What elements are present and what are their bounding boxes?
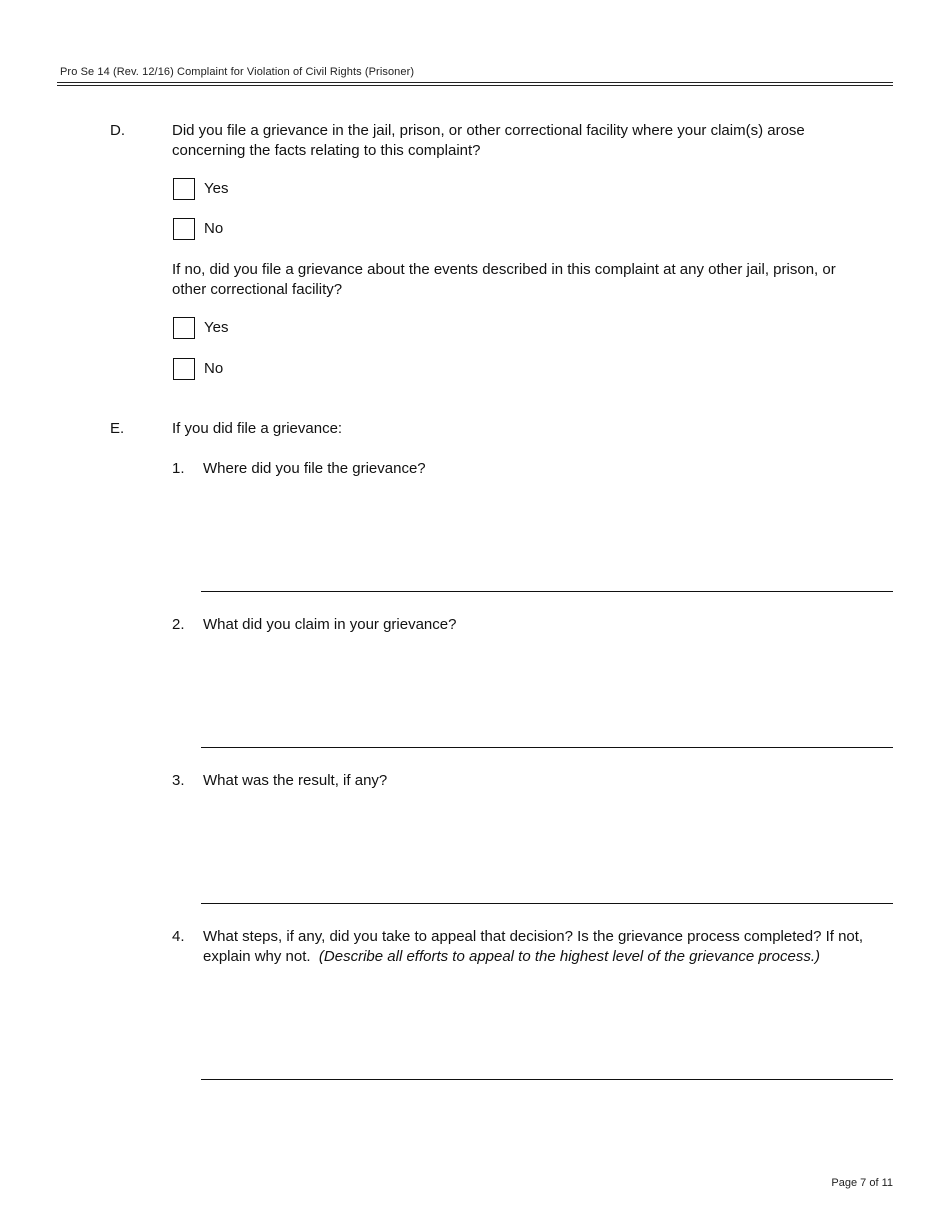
item-3-question: What was the result, if any? [203, 772, 388, 789]
item-2-question: What did you claim in your grievance? [203, 616, 457, 633]
item-2-number: 2. [172, 616, 185, 633]
item-2-answer-line[interactable] [201, 747, 893, 748]
header-rule-bottom [57, 85, 893, 86]
section-d-followup-no-label: No [204, 360, 224, 377]
section-d-yes-option[interactable] [173, 177, 228, 201]
section-d-followup-no-checkbox[interactable] [173, 358, 195, 380]
item-4-question-block [203, 927, 883, 967]
section-d-no-checkbox[interactable] [173, 218, 195, 240]
section-d-question: Did you file a grievance in the jail, prison, or other correctional facility where your claim(s) arose concerning the facts relating to this complaint? [172, 122, 805, 159]
page-number: Page 7 of 11 [831, 1177, 893, 1189]
section-d-followup-yes-label: Yes [204, 319, 229, 336]
item-4-number: 4. [172, 928, 185, 945]
section-d-label: D. [110, 122, 125, 139]
section-d-yes-checkbox[interactable] [173, 178, 195, 200]
item-3-answer-line[interactable] [201, 903, 893, 904]
item-4-answer-line[interactable] [201, 1079, 893, 1080]
form-header-title: Pro Se 14 (Rev. 12/16) Complaint for Violation of Civil Rights (Prisoner) [60, 66, 415, 78]
section-d-followup-yes-option[interactable] [173, 316, 228, 340]
item-1-question: Where did you file the grievance? [203, 460, 426, 477]
section-d-no-option[interactable] [173, 217, 223, 241]
header-rule-top [57, 82, 893, 83]
section-d-followup-yes-checkbox[interactable] [173, 317, 195, 339]
section-d-followup-no-option[interactable] [173, 357, 223, 381]
item-3-number: 3. [172, 772, 185, 789]
section-e-intro: If you did file a grievance: [172, 420, 343, 437]
section-d-yes-label: Yes [204, 180, 229, 197]
item-1-answer-line[interactable] [201, 591, 893, 592]
section-d-no-label: No [204, 220, 224, 237]
section-e-label: E. [110, 420, 125, 437]
item-4-question: What steps, if any, did you take to appeal that decision? Is the grievance process completed? If not, explain why not. [203, 928, 864, 965]
section-d-followup-question: If no, did you file a grievance about the events described in this complaint at any other jail, prison, or other correctional facility? [172, 261, 836, 298]
item-4-note: (Describe all efforts to appeal to the highest level of the grievance process.) [318, 948, 821, 965]
item-1-number: 1. [172, 460, 185, 477]
